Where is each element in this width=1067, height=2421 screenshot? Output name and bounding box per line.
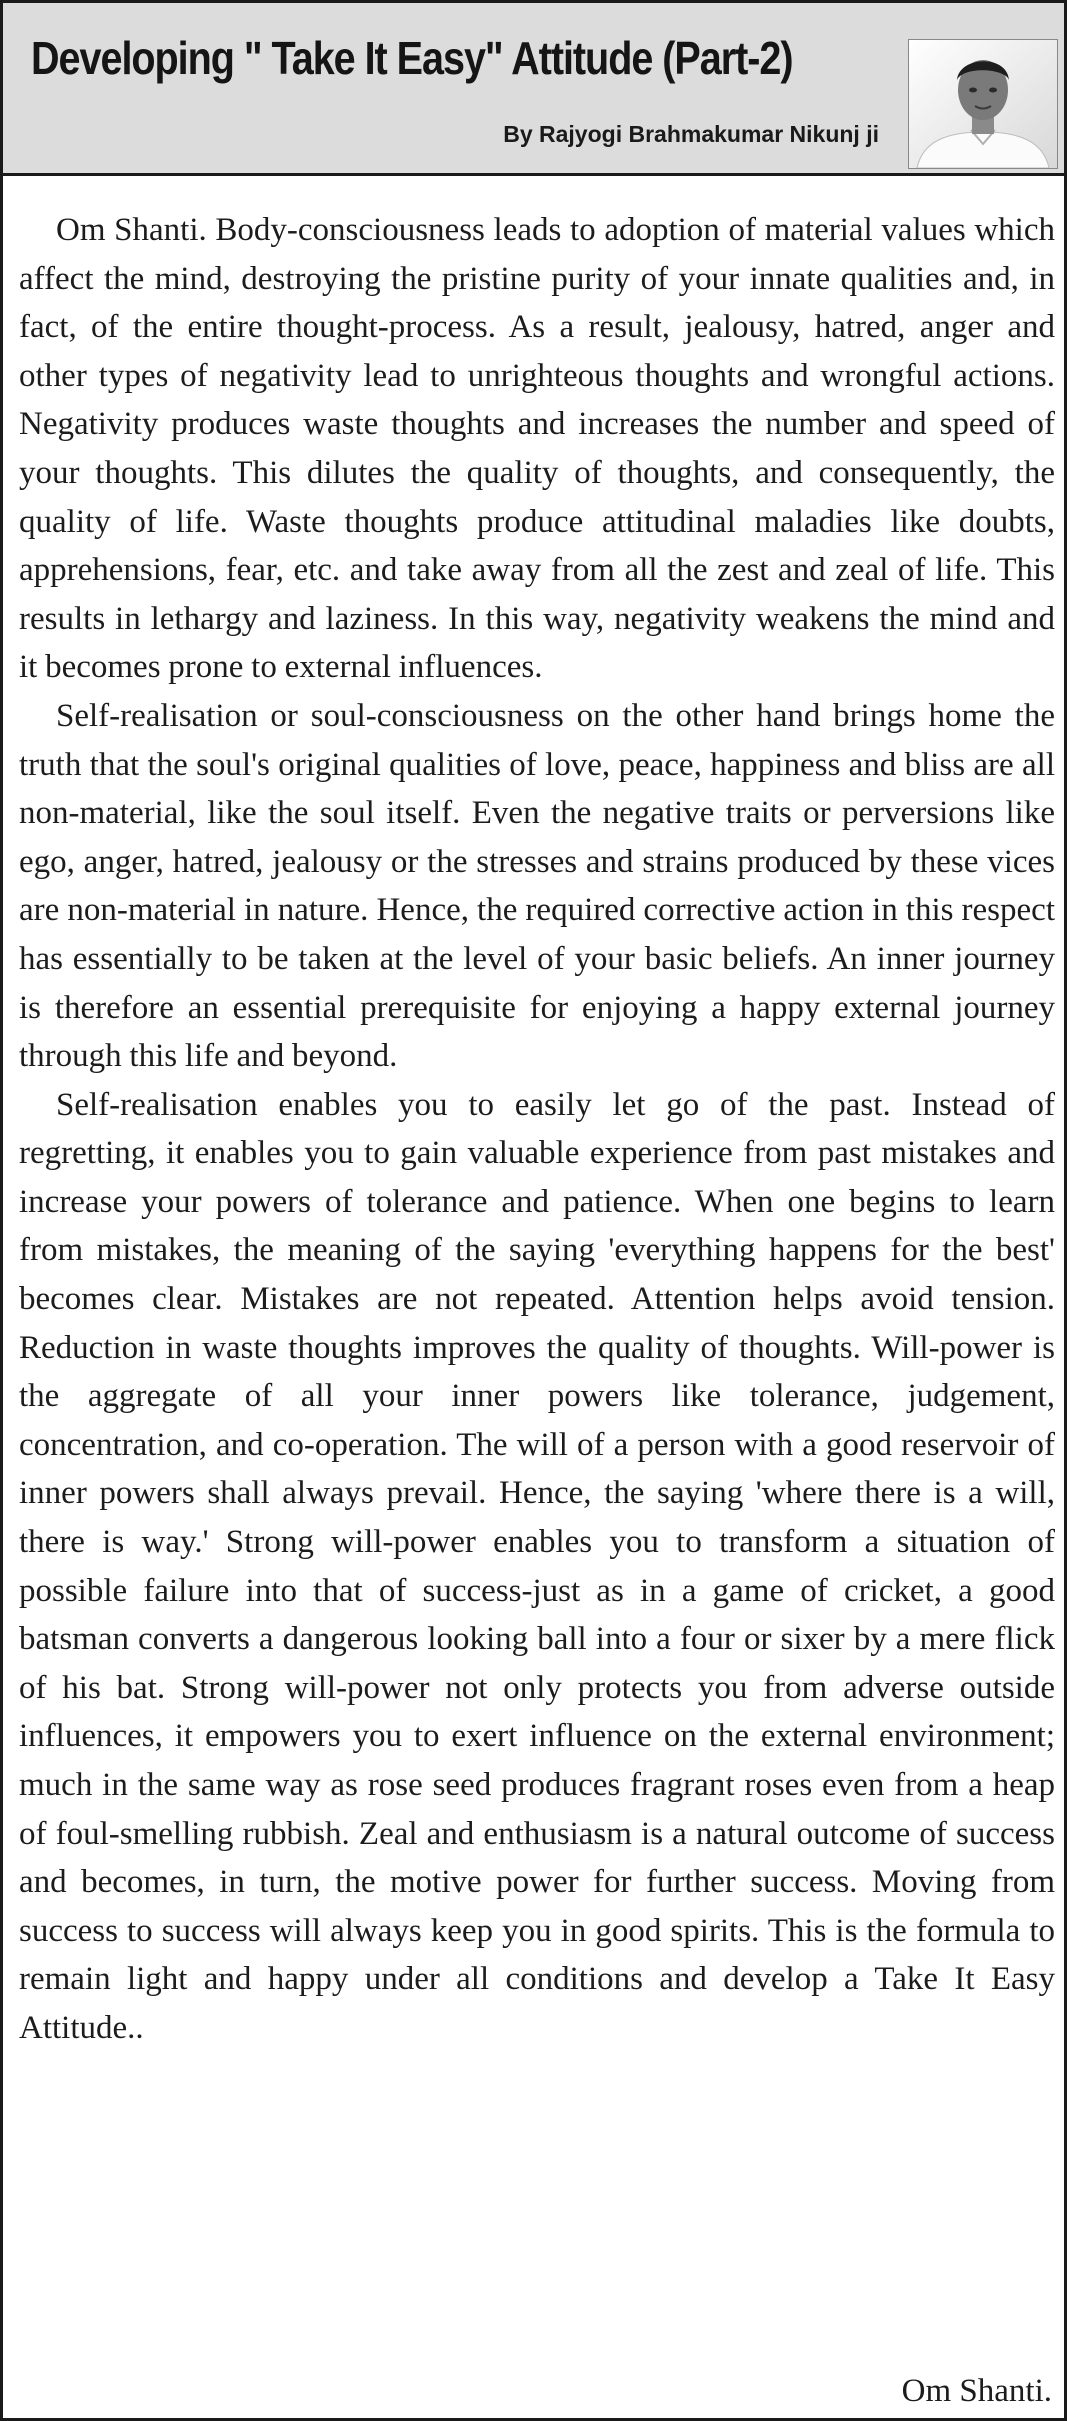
article-paragraph: Om Shanti. Body-consciousness leads to adoption of material values which affect the mind, destroying the pristine purity of your innate qualities and, in fact, of the entire thought-process. As a result, jealousy, hatred, anger and other types of negativity lead to unrighteous thoughts and wrongful actions. Negativity produces waste thoughts and increases the number and speed of your thoughts. This dilutes the quality of thoughts, and consequently, the quality of life. Waste thoughts produce attitudinal maladies like doubts, apprehensions, fear, etc. and take away from all the zest and zeal of life. This results in lethargy and laziness. In this way, negativity weakens the mind and it becomes prone to external influences. [19, 212, 1055, 686]
article-paragraph: Self-realisation enables you to easily let go of the past. Instead of regretting, it enables you to gain valuable experience from past mistakes and increase your powers of tolerance and patience. When one begins to learn from mistakes, the meaning of the saying 'everything happens for the best' becomes clear. Mistakes are not repeated. Attention helps avoid tension. Reduction in waste thoughts improves the quality of thoughts. Will-power is the aggregate of all your inner powers like tolerance, judgement, concentration, and co-operation. The will of a person with a good reservoir of inner powers shall always prevail. Hence, the saying 'where there is a will, there is way.' Strong will-power enables you to transform a situation of possible failure into that of success-just as in a game of cricket, a good batsman converts a dangerous looking ball into a four or sixer by a mere flick of his bat. Strong will-power not only protects you from adverse outside influences, it empowers you to exert influence on the external environment; much in the same way as rose seed produces fragrant roses even from a heap of foul-smelling rubbish. Zeal and enthusiasm is a natural outcome of success and becomes, in turn, the motive power for further success. Moving from success to success will always keep you in good spirits. This is the formula to remain light and happy under all conditions and develop a Take It Easy Attitude.. [19, 1086, 1055, 2046]
author-photo [908, 39, 1058, 169]
article-title: Developing " Take It Easy" Attitude (Part-2) [31, 32, 793, 84]
article-header [3, 3, 1064, 176]
article-signoff: Om Shanti. [901, 2373, 1052, 2409]
article-body [19, 206, 1055, 2053]
article-paragraph: Self-realisation or soul-consciousness on the other hand brings home the truth that the soul's original qualities of love, peace, happiness and bliss are all non-material, like the soul itself. Even the negative traits or perversions like ego, anger, hatred, jealousy or the stresses and strains produced by these vices are non-material in nature. Hence, the required corrective action in this respect has essentially to be taken at the level of your basic beliefs. An inner journey is therefore an essential prerequisite for enjoying a happy external journey through this life and beyond. [19, 697, 1055, 1075]
author-portrait-icon [909, 40, 1057, 168]
article-byline: By Rajyogi Brahmakumar Nikunj ji [503, 121, 879, 147]
